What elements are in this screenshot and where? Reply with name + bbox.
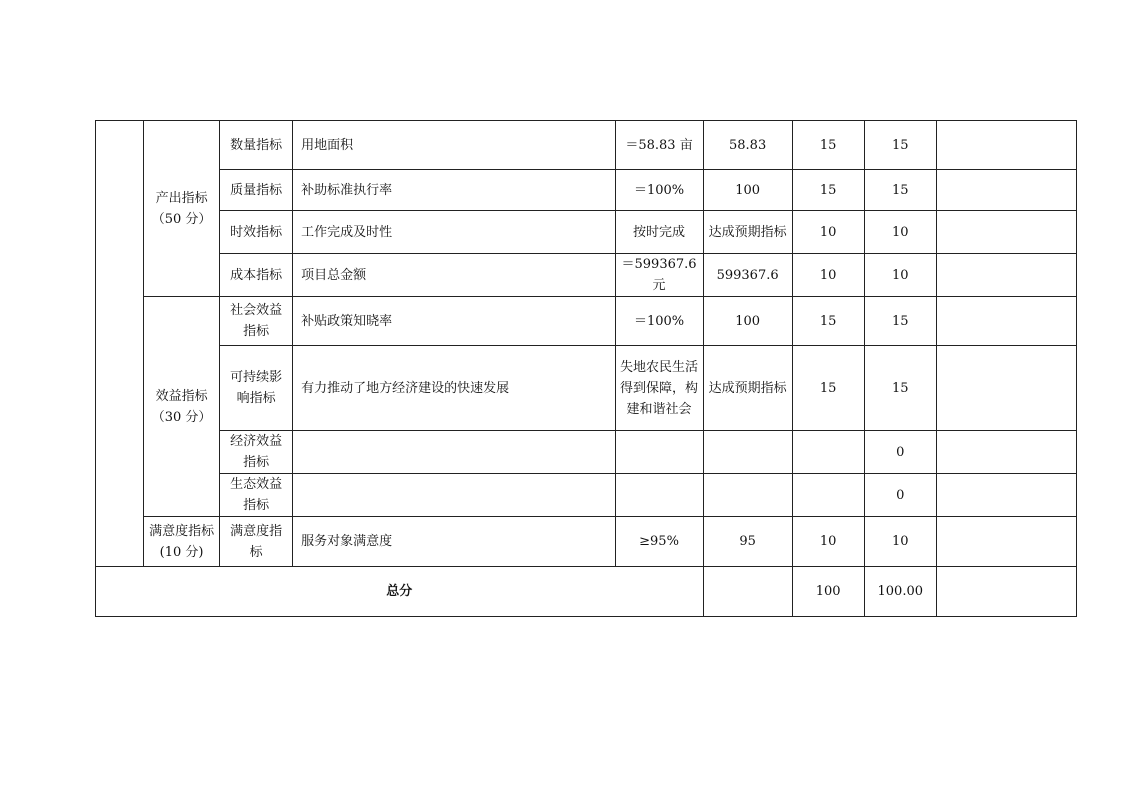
table-row xyxy=(96,474,1077,517)
weight-value xyxy=(792,431,864,474)
score-value: 0 xyxy=(864,474,936,517)
level3-cell: 满意度指标 xyxy=(220,517,293,567)
total-row xyxy=(96,567,1077,617)
actual-value xyxy=(703,474,792,517)
indicator-name: 有力推动了地方经济建设的快速发展 xyxy=(293,346,615,431)
indicator-name: 补助标准执行率 xyxy=(293,170,615,211)
level3-cell: 质量指标 xyxy=(220,170,293,211)
indicator-name xyxy=(293,474,615,517)
actual-value: 达成预期指标 xyxy=(703,346,792,431)
level3-cell: 可持续影响指标 xyxy=(220,346,293,431)
total-label: 总分 xyxy=(96,567,704,617)
total-note xyxy=(936,567,1076,617)
weight-value xyxy=(792,474,864,517)
target-value xyxy=(615,431,703,474)
level1-cell xyxy=(96,121,144,567)
target-value: ＝100% xyxy=(615,297,703,346)
target-value: ＝58.83 亩 xyxy=(615,121,703,170)
weight-value: 15 xyxy=(792,121,864,170)
table-row xyxy=(96,121,1077,170)
actual-value: 95 xyxy=(703,517,792,567)
indicator-name: 服务对象满意度 xyxy=(293,517,615,567)
level2-cell: 效益指标（30 分） xyxy=(144,297,220,517)
score-value: 15 xyxy=(864,121,936,170)
note-cell xyxy=(936,431,1076,474)
weight-value: 10 xyxy=(792,517,864,567)
total-weight: 100 xyxy=(792,567,864,617)
level2-cell: 满意度指标(10 分) xyxy=(144,517,220,567)
actual-value: 100 xyxy=(703,170,792,211)
note-cell xyxy=(936,474,1076,517)
weight-value: 15 xyxy=(792,170,864,211)
table-row xyxy=(96,297,1077,346)
table-row xyxy=(96,211,1077,254)
weight-value: 15 xyxy=(792,297,864,346)
level3-cell: 时效指标 xyxy=(220,211,293,254)
table-row xyxy=(96,254,1077,297)
score-value: 0 xyxy=(864,431,936,474)
level2-cell: 产出指标（50 分） xyxy=(144,121,220,297)
level3-cell: 社会效益指标 xyxy=(220,297,293,346)
actual-value: 达成预期指标 xyxy=(703,211,792,254)
actual-value: 100 xyxy=(703,297,792,346)
indicator-name: 补贴政策知晓率 xyxy=(293,297,615,346)
target-value: ＝100% xyxy=(615,170,703,211)
table-row xyxy=(96,517,1077,567)
weight-value: 10 xyxy=(792,211,864,254)
score-value: 10 xyxy=(864,254,936,297)
indicator-name: 工作完成及时性 xyxy=(293,211,615,254)
weight-value: 15 xyxy=(792,346,864,431)
indicator-name: 用地面积 xyxy=(293,121,615,170)
score-value: 10 xyxy=(864,517,936,567)
level3-cell: 经济效益指标 xyxy=(220,431,293,474)
table-row xyxy=(96,346,1077,431)
level3-cell: 生态效益指标 xyxy=(220,474,293,517)
note-cell xyxy=(936,170,1076,211)
target-value: 按时完成 xyxy=(615,211,703,254)
target-value: ≥95% xyxy=(615,517,703,567)
note-cell xyxy=(936,121,1076,170)
note-cell xyxy=(936,517,1076,567)
weight-value: 10 xyxy=(792,254,864,297)
level3-cell: 数量指标 xyxy=(220,121,293,170)
table-row xyxy=(96,431,1077,474)
target-value xyxy=(615,474,703,517)
total-actual xyxy=(703,567,792,617)
score-value: 10 xyxy=(864,211,936,254)
indicator-name xyxy=(293,431,615,474)
note-cell xyxy=(936,211,1076,254)
table-row xyxy=(96,170,1077,211)
score-value: 15 xyxy=(864,297,936,346)
performance-table xyxy=(95,120,1077,617)
score-value: 15 xyxy=(864,170,936,211)
note-cell xyxy=(936,254,1076,297)
actual-value: 599367.6 xyxy=(703,254,792,297)
actual-value xyxy=(703,431,792,474)
note-cell xyxy=(936,346,1076,431)
indicator-name: 项目总金额 xyxy=(293,254,615,297)
note-cell xyxy=(936,297,1076,346)
target-value: 失地农民生活得到保障，构建和谐社会 xyxy=(615,346,703,431)
target-value: ＝599367.6 元 xyxy=(615,254,703,297)
actual-value: 58.83 xyxy=(703,121,792,170)
score-value: 15 xyxy=(864,346,936,431)
total-score: 100.00 xyxy=(864,567,936,617)
level3-cell: 成本指标 xyxy=(220,254,293,297)
